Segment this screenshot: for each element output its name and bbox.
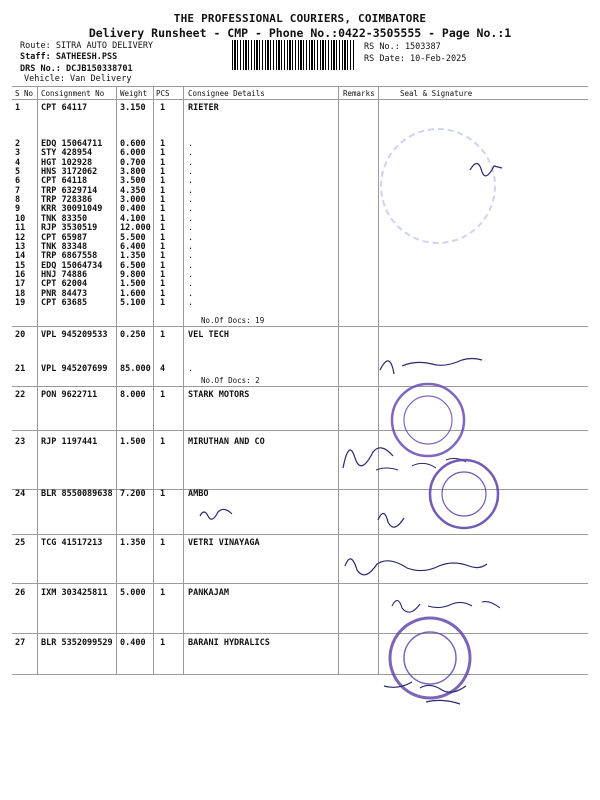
- col-sno: S No: [15, 89, 34, 98]
- row-consignment: VPL 945209533: [41, 330, 108, 340]
- row-sno: 8: [15, 195, 21, 206]
- row-pcs: 1: [160, 213, 166, 224]
- row-sno: 11: [15, 223, 26, 234]
- row-sno: 3: [15, 148, 21, 159]
- consignee-name: RIETER: [188, 103, 219, 113]
- row-dot: .: [188, 297, 194, 308]
- signature-miruthan: [343, 448, 393, 468]
- col-remarks: Remarks: [343, 89, 375, 98]
- row-weight: 0.400: [120, 204, 146, 215]
- row-weight: 6.400: [120, 241, 146, 252]
- row-weight: 0.700: [120, 157, 146, 168]
- vehicle-label: Vehicle: Van Delivery: [24, 74, 132, 84]
- row-pcs: 1: [160, 489, 166, 499]
- row-pcs: 1: [160, 167, 166, 178]
- row-consignment: TCG 41517213: [41, 538, 103, 548]
- row-pcs: 4: [160, 364, 166, 374]
- col-pcs: PCS: [156, 89, 170, 98]
- row-dot: .: [188, 223, 194, 234]
- row-weight: 3.000: [120, 195, 146, 206]
- consignee-name: STARK MOTORS: [188, 390, 250, 400]
- row-weight: 0.400: [120, 638, 146, 648]
- row-dot: .: [188, 204, 194, 215]
- row-dot: .: [188, 279, 194, 290]
- row-sno: 19: [15, 297, 26, 308]
- row-weight: 85.000: [120, 364, 151, 374]
- docs-count: No.Of Docs: 19: [201, 316, 265, 325]
- row-pcs: 1: [160, 157, 166, 168]
- row-pcs: 1: [160, 148, 166, 159]
- row-consignment: TRP 6329714: [41, 185, 98, 196]
- row-dot: .: [188, 241, 194, 252]
- row-pcs: 1: [160, 103, 166, 113]
- row-weight: 8.000: [120, 390, 146, 400]
- col-consignee: Consignee Details: [188, 89, 265, 98]
- row-weight: 4.350: [120, 185, 146, 196]
- row-pcs: 1: [160, 538, 166, 548]
- row-consignment: VPL 945207699: [41, 364, 108, 374]
- consignee-name: PANKAJAM: [188, 588, 229, 598]
- signature-vel-tech: [380, 359, 482, 375]
- col-seal: Seal & Signature: [400, 89, 473, 98]
- row-pcs: 1: [160, 288, 166, 299]
- row-pcs: 1: [160, 588, 166, 598]
- row-consignment: KRR 30091049: [41, 204, 103, 215]
- row-weight: 6.500: [120, 260, 146, 271]
- row-consignment: PNR 84473: [41, 288, 88, 299]
- row-consignment: IXM 303425811: [41, 588, 108, 598]
- row-weight: 3.800: [120, 167, 146, 178]
- row-dot: .: [188, 260, 194, 271]
- row-weight: 1.500: [120, 279, 146, 290]
- row-sno: 26: [15, 588, 26, 598]
- row-pcs: 1: [160, 176, 166, 187]
- col-consignment: Consignment No: [41, 89, 105, 98]
- stamp-stark: [392, 384, 464, 456]
- row-consignment: HNJ 74886: [41, 269, 88, 280]
- row-weight: 6.000: [120, 148, 146, 159]
- row-weight: 1.350: [120, 538, 146, 548]
- stamp-ambo: [430, 460, 498, 528]
- row-consignment: BLR 5352099529: [41, 638, 113, 648]
- row-dot: .: [188, 176, 194, 187]
- row-dot: .: [188, 269, 194, 280]
- row-sno: 2: [15, 139, 21, 149]
- row-consignment: RJP 3530519: [41, 223, 98, 234]
- row-consignment: STY 428954: [41, 148, 93, 159]
- row-consignment: CPT 65987: [41, 232, 88, 243]
- row-dot: .: [188, 185, 194, 196]
- row-sno: 4: [15, 157, 21, 168]
- row-weight: 5.500: [120, 232, 146, 243]
- row-pcs: 1: [160, 195, 166, 206]
- row-consignment: CPT 63685: [41, 297, 88, 308]
- row-pcs: 1: [160, 232, 166, 243]
- row-pcs: 1: [160, 437, 166, 447]
- row-dot: .: [188, 139, 194, 149]
- row-weight: 0.600: [120, 139, 146, 149]
- row-weight: 0.250: [120, 330, 146, 340]
- row-pcs: 1: [160, 330, 166, 340]
- row-consignment: RJP 1197441: [41, 437, 98, 447]
- row-pcs: 1: [160, 251, 166, 262]
- row-sno: 1: [15, 103, 21, 113]
- row-consignment: CPT 62004: [41, 279, 88, 290]
- row-pcs: 1: [160, 241, 166, 252]
- row-sno: 20: [15, 330, 26, 340]
- signature-pankajam: [392, 600, 500, 612]
- row-sno: 15: [15, 260, 26, 271]
- docs-count: No.Of Docs: 2: [201, 376, 260, 385]
- row-consignment: CPT 64117: [41, 103, 88, 113]
- row-weight: 3.150: [120, 103, 146, 113]
- row-sno: 22: [15, 390, 26, 400]
- company-title: THE PROFESSIONAL COURIERS, COIMBATORE: [173, 12, 427, 25]
- row-pcs: 1: [160, 390, 166, 400]
- row-pcs: 1: [160, 269, 166, 280]
- row-sno: 17: [15, 279, 26, 290]
- handwriting-ambo: [200, 509, 232, 519]
- row-weight: 1.600: [120, 288, 146, 299]
- row-weight: 1.500: [120, 437, 146, 447]
- row-pcs: 1: [160, 185, 166, 196]
- row-weight: 5.000: [120, 588, 146, 598]
- signature-rieter: [470, 163, 502, 175]
- row-consignment: TRP 6867558: [41, 251, 98, 262]
- row-pcs: 1: [160, 638, 166, 648]
- col-weight: Weight: [120, 89, 148, 98]
- signature-barani: [384, 682, 466, 704]
- row-consignment: TNK 83348: [41, 241, 88, 252]
- runsheet-subtitle: Delivery Runsheet - CMP - Phone No.:0422-3505555 - Page No.:1: [88, 26, 512, 40]
- row-weight: 12.000: [120, 223, 151, 234]
- row-dot: .: [188, 148, 194, 159]
- row-weight: 3.500: [120, 176, 146, 187]
- row-pcs: 1: [160, 260, 166, 271]
- consignee-name: BARANI HYDRALICS: [188, 638, 270, 648]
- row-sno: 5: [15, 167, 21, 178]
- row-sno: 10: [15, 213, 26, 224]
- row-consignment: TNK 83350: [41, 213, 88, 224]
- row-weight: 5.100: [120, 297, 146, 308]
- row-dot: .: [188, 288, 194, 299]
- row-dot: .: [188, 157, 194, 168]
- consignee-name: AMBO: [188, 489, 209, 499]
- row-sno: 23: [15, 437, 26, 447]
- row-pcs: 1: [160, 223, 166, 234]
- route-label: Route: SITRA AUTO DELIVERY: [20, 41, 154, 51]
- row-consignment: CPT 64118: [41, 176, 88, 187]
- row-sno: 25: [15, 538, 26, 548]
- row-sno: 7: [15, 185, 21, 196]
- consignee-name: VEL TECH: [188, 330, 229, 340]
- row-sno: 12: [15, 232, 26, 243]
- row-pcs: 1: [160, 279, 166, 290]
- row-pcs: 1: [160, 297, 166, 308]
- row-sno: 16: [15, 269, 26, 280]
- signature-vetri: [345, 559, 487, 575]
- row-pcs: 1: [160, 139, 166, 149]
- row-weight: 7.200: [120, 489, 146, 499]
- drs-number: DRS No.: DCJB150338701: [20, 64, 133, 74]
- row-sno: 9: [15, 204, 21, 215]
- row-sno: 18: [15, 288, 26, 299]
- row-sno: 6: [15, 176, 21, 187]
- row-dot: .: [188, 232, 194, 243]
- staff-label: Staff: SATHEESH.PSS: [20, 52, 118, 62]
- consignee-name: VETRI VINAYAGA: [188, 538, 260, 548]
- row-consignment: HNS 3172062: [41, 167, 98, 178]
- row-weight: 9.800: [120, 269, 146, 280]
- row-weight: 1.350: [120, 251, 146, 262]
- rs-number: RS No.: 1503387: [364, 42, 441, 52]
- row-dot: .: [188, 364, 194, 374]
- row-consignment: PON 9622711: [41, 390, 98, 400]
- row-consignment: TRP 728386: [41, 195, 93, 206]
- row-dot: .: [188, 213, 194, 224]
- rs-date: RS Date: 10-Feb-2025: [364, 54, 467, 64]
- row-weight: 4.100: [120, 213, 146, 224]
- row-sno: 27: [15, 638, 26, 648]
- row-sno: 24: [15, 489, 26, 499]
- row-consignment: EDQ 15064711: [41, 139, 103, 149]
- row-dot: .: [188, 195, 194, 206]
- row-consignment: HGT 102928: [41, 157, 93, 168]
- row-sno: 21: [15, 364, 26, 374]
- row-pcs: 1: [160, 204, 166, 215]
- row-consignment: EDQ 15064734: [41, 260, 103, 271]
- row-dot: .: [188, 167, 194, 178]
- consignee-name: MIRUTHAN AND CO: [188, 437, 265, 447]
- row-consignment: BLR 8550089638: [41, 489, 113, 499]
- row-sno: 14: [15, 251, 26, 262]
- row-sno: 13: [15, 241, 26, 252]
- row-dot: .: [188, 251, 194, 262]
